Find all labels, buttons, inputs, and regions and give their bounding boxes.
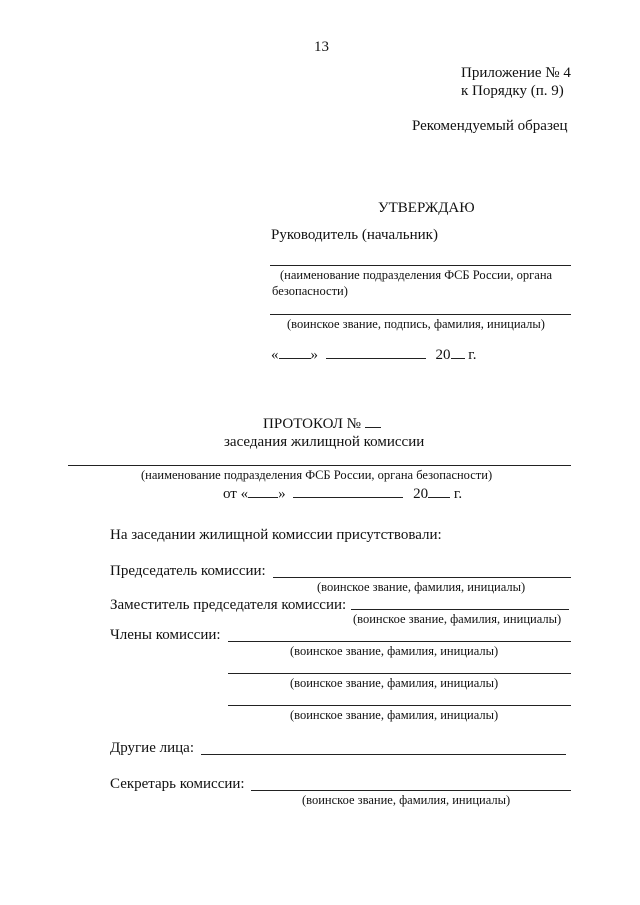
protocol-date-prefix: от « <box>223 486 249 502</box>
date-open-quote: « <box>271 347 279 363</box>
protocol-year-blank <box>428 484 450 498</box>
year-suffix: г. <box>468 347 477 363</box>
approve-head: Руководитель (начальник) <box>271 227 438 243</box>
secretary-label: Секретарь комиссии: <box>110 776 245 792</box>
org-name-line <box>270 265 571 266</box>
protocol-year-prefix: 20 <box>413 486 429 502</box>
protocol-month-blank <box>293 484 403 498</box>
protocol-number-blank <box>365 414 381 428</box>
others-label: Другие лица: <box>110 740 194 756</box>
protocol-date <box>223 484 462 503</box>
deputy-caption: (воинское звание, фамилия, инициалы) <box>353 612 562 626</box>
member-caption-1: (воинское звание, фамилия, инициалы) <box>290 644 499 658</box>
others-line <box>201 754 566 755</box>
chairman-label: Председатель комиссии: <box>110 563 266 579</box>
members-label: Члены комиссии: <box>110 627 221 643</box>
secretary-caption: (воинское звание, фамилия, инициалы) <box>302 793 511 807</box>
date-close-quote: » <box>310 347 318 363</box>
signature-line <box>270 314 571 315</box>
org-caption-line-1: (наименование подразделения ФСБ России, органа <box>280 268 553 282</box>
annex-line-1: Приложение № 4 <box>461 65 571 81</box>
protocol-date-close: » <box>278 486 286 502</box>
member-caption-2: (воинское звание, фамилия, инициалы) <box>290 676 499 690</box>
day-blank <box>279 345 311 359</box>
deputy-line <box>351 609 569 610</box>
member-line-3 <box>228 705 571 706</box>
protocol-org-line <box>68 465 571 466</box>
present-heading: На заседании жилищной комиссии присутствовали: <box>110 527 442 543</box>
member-line-2 <box>228 673 571 674</box>
protocol-subtitle: заседания жилищной комиссии <box>224 434 425 450</box>
approve-title: УТВЕРЖДАЮ <box>378 200 475 216</box>
member-line-1 <box>228 641 571 642</box>
protocol-day-blank <box>248 484 278 498</box>
protocol-org-caption: (наименование подразделения ФСБ России, органа безопасности) <box>141 468 493 482</box>
org-caption-line-2: безопасности) <box>272 284 348 298</box>
deputy-label: Заместитель председателя комиссии: <box>110 597 347 613</box>
chairman-line <box>273 577 571 578</box>
protocol-title-text: ПРОТОКОЛ № <box>263 416 361 432</box>
member-caption-3: (воинское звание, фамилия, инициалы) <box>290 708 499 722</box>
annex-line-2: к Порядку (п. 9) <box>461 83 564 99</box>
approve-date <box>271 345 476 364</box>
year-blank <box>451 345 465 359</box>
chairman-caption: (воинское звание, фамилия, инициалы) <box>317 580 526 594</box>
protocol-title <box>263 414 381 433</box>
signature-caption: (воинское звание, подпись, фамилия, инициалы) <box>287 317 545 331</box>
month-blank <box>326 345 426 359</box>
sample-note: Рекомендуемый образец <box>412 118 568 134</box>
protocol-year-suffix: г. <box>453 486 463 502</box>
page-number: 13 <box>314 39 329 55</box>
year-prefix: 20 <box>435 347 451 363</box>
secretary-line <box>251 790 571 791</box>
